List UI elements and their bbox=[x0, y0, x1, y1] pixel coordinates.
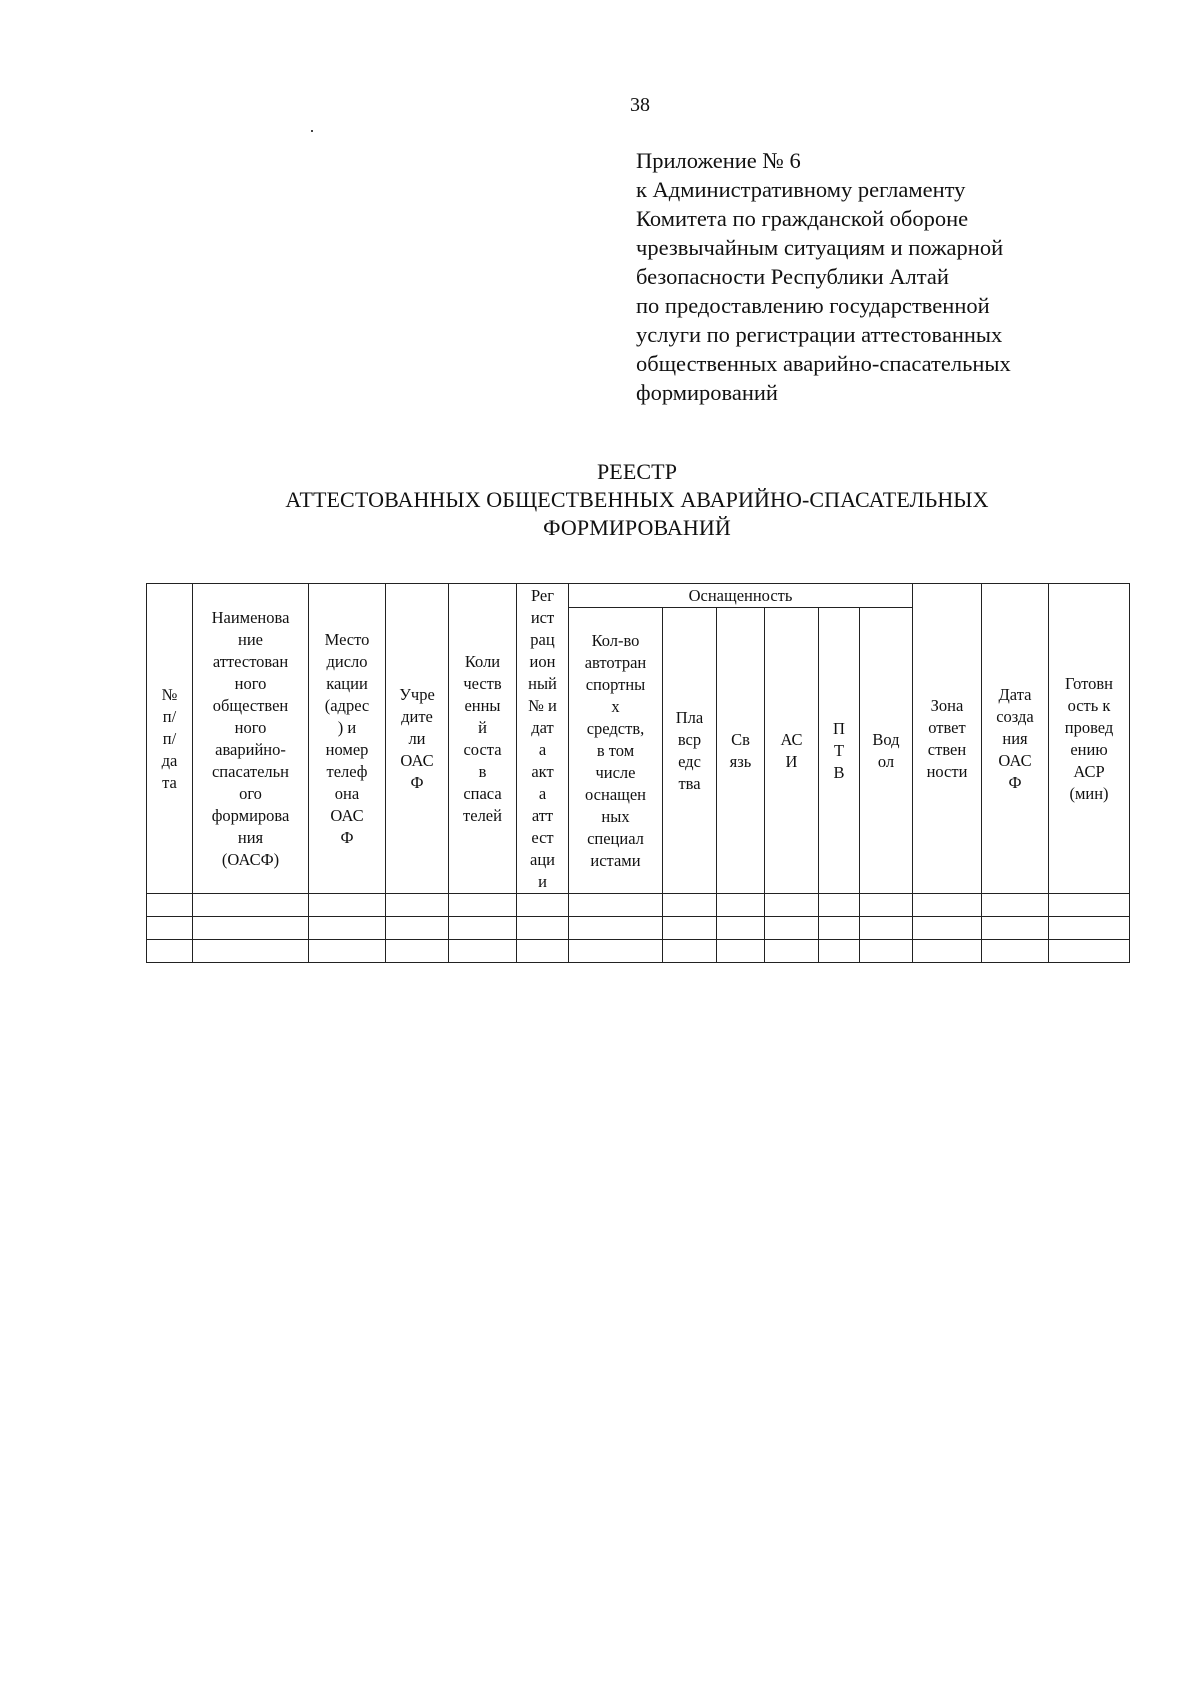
header-text-line: х bbox=[611, 696, 620, 716]
header-text-line: а bbox=[538, 783, 547, 803]
column-header-watercraft bbox=[663, 608, 717, 894]
table-cell-diving bbox=[860, 894, 913, 917]
table-cell-readiness bbox=[1049, 940, 1130, 963]
header-text-line: в том bbox=[596, 740, 635, 760]
header-text-line: обществен bbox=[212, 695, 289, 715]
appendix-line: безопасности Республики Алтай bbox=[636, 264, 949, 289]
header-text-line: числе bbox=[595, 762, 636, 782]
column-header-registration bbox=[517, 584, 569, 894]
header-text-line: ОАС bbox=[400, 750, 434, 770]
header-text-line: ного bbox=[234, 673, 267, 693]
header-text-line: ности bbox=[926, 761, 968, 781]
header-text-line: ест bbox=[531, 827, 554, 847]
header-text-line: ость к bbox=[1067, 695, 1111, 715]
header-text-line: атт bbox=[531, 805, 554, 825]
table-cell-location bbox=[309, 917, 386, 940]
page-number: 38 bbox=[630, 94, 650, 116]
header-text-line: п/ bbox=[162, 728, 177, 748]
scan-speck bbox=[311, 130, 313, 132]
table-cell-created bbox=[982, 940, 1049, 963]
header-text-line: а bbox=[538, 739, 547, 759]
header-text-line: Ф bbox=[410, 772, 424, 792]
table-cell-created bbox=[982, 894, 1049, 917]
column-header-num bbox=[147, 584, 193, 894]
header-text-line: ОАС bbox=[998, 750, 1032, 770]
header-text-line: провед bbox=[1064, 717, 1114, 737]
table-cell-staff bbox=[449, 894, 517, 917]
header-text-line: ния bbox=[237, 827, 264, 847]
table-cell-staff bbox=[449, 917, 517, 940]
header-text-line: АС bbox=[780, 729, 803, 749]
title-line: РЕЕСТР bbox=[596, 459, 678, 484]
header-text-line: язь bbox=[729, 751, 752, 771]
header-text-line: номер bbox=[325, 739, 369, 759]
header-text-line: средств, bbox=[586, 718, 645, 738]
header-text-line: ОАС bbox=[330, 805, 364, 825]
header-text-line: аварийно- bbox=[215, 739, 286, 759]
table-cell-name bbox=[193, 894, 309, 917]
table-cell-staff bbox=[449, 940, 517, 963]
header-text-line: та bbox=[162, 772, 177, 792]
table-cell-location bbox=[309, 894, 386, 917]
header-text-line: № bbox=[161, 684, 178, 704]
header-text-line: енны bbox=[464, 695, 501, 715]
table-cell-watercraft bbox=[663, 940, 717, 963]
table-row bbox=[147, 940, 1130, 963]
header-text-line: П bbox=[833, 718, 845, 738]
header-text-line: ист bbox=[530, 607, 555, 627]
table-cell-name bbox=[193, 940, 309, 963]
header-text-line: спаса bbox=[463, 783, 502, 803]
header-text-line: Кол-во bbox=[591, 630, 640, 650]
table-cell-diving bbox=[860, 940, 913, 963]
header-text-line: ный bbox=[528, 673, 557, 693]
header-text-line: Ф bbox=[1008, 772, 1022, 792]
table-cell-founders bbox=[386, 917, 449, 940]
header-text-line: № и bbox=[528, 695, 557, 715]
header-text-line: ния bbox=[1002, 728, 1028, 748]
table-cell-vehicles bbox=[569, 940, 663, 963]
appendix-line: Приложение № 6 bbox=[636, 148, 801, 173]
header-text-line: Рег bbox=[530, 585, 555, 605]
column-header-zone bbox=[913, 584, 982, 894]
table-cell-comms bbox=[717, 940, 765, 963]
table-cell-name bbox=[193, 917, 309, 940]
header-text-line: ол bbox=[877, 751, 895, 771]
header-text-line: созда bbox=[996, 706, 1034, 726]
header-text-line: ного bbox=[234, 717, 267, 737]
header-text-line: ению bbox=[1070, 739, 1108, 759]
header-text-line: формирова bbox=[211, 805, 290, 825]
header-text-line: Т bbox=[833, 740, 845, 760]
header-text-line: ого bbox=[239, 783, 262, 803]
appendix-line: по предоставлению государственной bbox=[636, 293, 990, 318]
header-text-line: ион bbox=[529, 651, 556, 671]
header-text-line: дат bbox=[531, 717, 554, 737]
column-header-readiness bbox=[1049, 584, 1130, 894]
title-line: ФОРМИРОВАНИЙ bbox=[543, 515, 731, 540]
column-header-asi bbox=[765, 608, 819, 894]
column-header-diving bbox=[860, 608, 913, 894]
header-text-line: Наименова bbox=[211, 607, 290, 627]
table-cell-comms bbox=[717, 894, 765, 917]
appendix-line: чрезвычайным ситуациям и пожарной bbox=[636, 235, 1004, 260]
appendix-line: услуги по регистрации аттестованных bbox=[636, 322, 1003, 347]
header-text-line: она bbox=[334, 783, 360, 803]
header-text-line: И bbox=[785, 751, 798, 771]
table-cell-created bbox=[982, 917, 1049, 940]
header-text-line: ние bbox=[238, 629, 263, 649]
header-text-line: спортны bbox=[585, 674, 646, 694]
header-text-line: телей bbox=[463, 805, 502, 825]
registry-table bbox=[146, 583, 1130, 963]
header-text-line: кации bbox=[326, 673, 368, 693]
appendix-line: Комитета по гражданской обороне bbox=[636, 206, 969, 231]
title-line: АТТЕСТОВАННЫХ ОБЩЕСТВЕННЫХ АВАРИЙНО-СПАСАТЕЛЬНЫХ bbox=[285, 487, 989, 512]
table-cell-watercraft bbox=[663, 894, 717, 917]
header-text-line: (ОАСФ) bbox=[221, 849, 280, 869]
appendix-line: формирований bbox=[636, 380, 778, 405]
table-cell-asi bbox=[765, 917, 819, 940]
table-cell-readiness bbox=[1049, 894, 1130, 917]
header-row bbox=[147, 584, 1130, 608]
table-cell-ptv bbox=[819, 917, 860, 940]
header-text-line: (адрес bbox=[324, 695, 370, 715]
table-cell-vehicles bbox=[569, 917, 663, 940]
header-text-line: в bbox=[478, 761, 487, 781]
header-text-line: дите bbox=[401, 706, 433, 726]
column-group-equipment: Оснащенность bbox=[569, 584, 913, 608]
table-cell-ptv bbox=[819, 894, 860, 917]
header-text-line: соста bbox=[463, 739, 502, 759]
header-text-line: и bbox=[538, 871, 547, 891]
header-text-line: ли bbox=[408, 728, 426, 748]
table-cell-zone bbox=[913, 940, 982, 963]
table-cell-readiness bbox=[1049, 917, 1130, 940]
appendix-reference bbox=[636, 146, 1011, 407]
header-text-line: (мин) bbox=[1069, 783, 1109, 803]
header-text-line: п/ bbox=[162, 706, 177, 726]
column-header-vehicles bbox=[569, 608, 663, 894]
header-text-line: акт bbox=[531, 761, 554, 781]
column-header-founders bbox=[386, 584, 449, 894]
header-text-line: дисло bbox=[326, 651, 368, 671]
header-text-line: вср bbox=[677, 729, 702, 749]
header-text-line: Пла bbox=[675, 707, 704, 727]
column-header-created bbox=[982, 584, 1049, 894]
header-text-line: Место bbox=[324, 629, 370, 649]
header-text-line: АСР bbox=[1073, 761, 1105, 781]
header-text-line: Вод bbox=[872, 729, 900, 749]
table-cell-registration bbox=[517, 917, 569, 940]
column-header-name bbox=[193, 584, 309, 894]
header-text-line: тва bbox=[678, 773, 701, 793]
header-text-line: аттестован bbox=[212, 651, 289, 671]
header-text-line: Готовн bbox=[1065, 673, 1113, 693]
table-cell-registration bbox=[517, 894, 569, 917]
header-text-line: честв bbox=[463, 673, 502, 693]
table-cell-diving bbox=[860, 917, 913, 940]
table-cell-ptv bbox=[819, 940, 860, 963]
header-text-line: едс bbox=[678, 751, 701, 771]
header-text-line: ) и bbox=[337, 717, 357, 737]
header-text-line: рац bbox=[530, 629, 555, 649]
header-text-line: истами bbox=[590, 850, 641, 870]
header-text-line: Учре bbox=[399, 684, 435, 704]
table-cell-num bbox=[147, 894, 193, 917]
column-header-location bbox=[309, 584, 386, 894]
table-cell-comms bbox=[717, 917, 765, 940]
header-text-line: Ф bbox=[340, 827, 354, 847]
table-cell-zone bbox=[913, 917, 982, 940]
header-text-line: Дата bbox=[998, 684, 1032, 704]
header-text-line: оснащен bbox=[585, 784, 646, 804]
table-cell-watercraft bbox=[663, 917, 717, 940]
column-header-ptv bbox=[819, 608, 860, 894]
header-text-line: Коли bbox=[464, 651, 501, 671]
document-title bbox=[146, 458, 1128, 542]
header-text-line: ных bbox=[601, 806, 630, 826]
table-cell-num bbox=[147, 940, 193, 963]
table-cell-num bbox=[147, 917, 193, 940]
header-text-line: спасательн bbox=[211, 761, 290, 781]
table-cell-founders bbox=[386, 940, 449, 963]
table-row bbox=[147, 917, 1130, 940]
table-row bbox=[147, 894, 1130, 917]
header-text-line: В bbox=[833, 762, 845, 782]
table-cell-location bbox=[309, 940, 386, 963]
table-cell-founders bbox=[386, 894, 449, 917]
header-text-line: специал bbox=[587, 828, 644, 848]
appendix-line: к Административному регламенту bbox=[636, 177, 966, 202]
header-text-line: автотран bbox=[584, 652, 647, 672]
header-text-line: да bbox=[161, 750, 178, 770]
column-header-staff bbox=[449, 584, 517, 894]
table-cell-asi bbox=[765, 894, 819, 917]
column-header-comms bbox=[717, 608, 765, 894]
table-cell-vehicles bbox=[569, 894, 663, 917]
header-text-line: Св bbox=[731, 729, 750, 749]
header-text-line: аци bbox=[530, 849, 555, 869]
header-text-line: ствен bbox=[927, 739, 967, 759]
header-text-line: телеф bbox=[326, 761, 368, 781]
table-cell-registration bbox=[517, 940, 569, 963]
header-text-line: ответ bbox=[928, 717, 966, 737]
header-text-line: Зона bbox=[930, 695, 964, 715]
table-cell-zone bbox=[913, 894, 982, 917]
table-cell-asi bbox=[765, 940, 819, 963]
header-text-line: й bbox=[478, 717, 487, 737]
appendix-line: общественных аварийно-спасательных bbox=[636, 351, 1011, 376]
